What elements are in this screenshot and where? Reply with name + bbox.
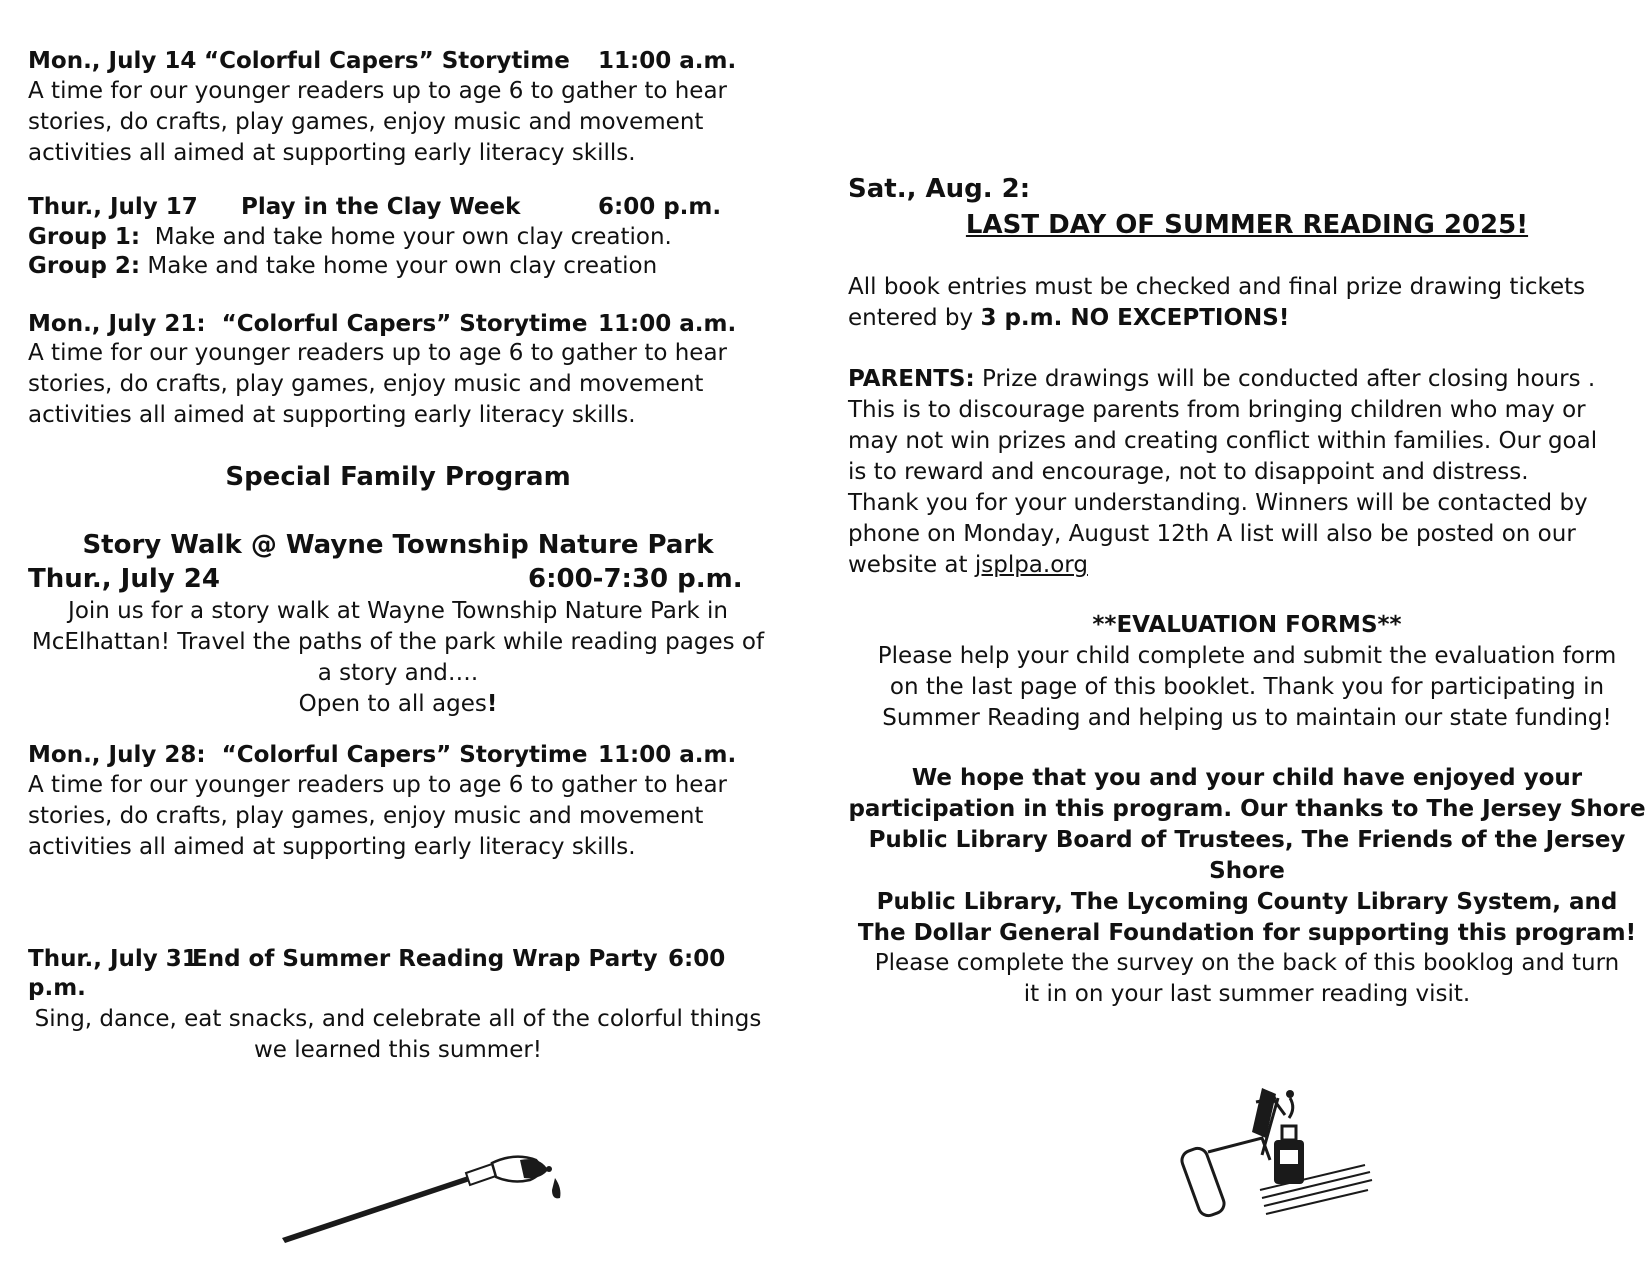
- event-date-title: Mon., July 28: “Colorful Capers” Storytime: [28, 742, 588, 768]
- special-program-heading: Special Family Program: [225, 462, 571, 492]
- survey-text: Please complete the survey on the back of this booklog and turn it in on your last summer reading visit.: [874, 950, 1620, 1007]
- event-description: A time for our younger readers up to age 6 to gather to hear stories, do crafts, play games, enjoy music and movement activities all aimed at supporting early literacy skills.: [28, 78, 727, 166]
- event-description: A time for our younger readers up to age 6 to gather to hear stories, do crafts, play games, enjoy music and movement activities all aimed at supporting early literacy skills.: [28, 772, 727, 860]
- event-description: A time for our younger readers up to age 6 to gather to hear stories, do crafts, play games, enjoy music and movement activities all aimed at supporting early literacy skills.: [28, 340, 727, 428]
- event-title: “Colorful Capers” Storytime: [204, 48, 570, 74]
- event-date: Thur., July 24: [28, 564, 220, 594]
- event-time: 11:00 a.m.: [598, 742, 737, 768]
- event-time: 6:00: [668, 946, 726, 972]
- event-date: Thur., July 31: [28, 946, 198, 972]
- group-1-line: Group 1: Make and take home your own clay creation.: [28, 224, 672, 250]
- event-time: 6:00 p.m.: [598, 194, 722, 220]
- parents-notice: PARENTS: Prize drawings will be conducted after closing hours . This is to discourage parents from bringing children who may or may not win prizes and creating conflict within families. Our goal is to reward and encourage, not to disappoint and distress. Thank you for your understanding. Winners will be contacted by phone on Monday, August 12th A list will also be posted on our website at jsplpa.org: [848, 366, 1598, 578]
- special-program-subheading: Story Walk @ Wayne Township Nature Park: [82, 530, 714, 560]
- website-link[interactable]: jsplpa.org: [974, 552, 1088, 578]
- event-time: 11:00 a.m.: [598, 311, 737, 337]
- event-date: Thur., July 17: [28, 194, 198, 220]
- event-date: Mon., July 14: [28, 48, 197, 74]
- event-description: Join us for a story walk at Wayne Township Nature Park in McElhattan! Travel the paths of the park while reading pages of a story and…. Open to all ages!: [31, 598, 765, 717]
- event-time: 11:00 a.m.: [598, 48, 737, 74]
- evaluation-heading: **EVALUATION FORMS**: [1092, 612, 1402, 638]
- entries-notice: All book entries must be checked and final prize drawing tickets entered by 3 p.m. NO EXCEPTIONS!: [848, 274, 1586, 331]
- group-2-line: Group 2: Make and take home your own clay creation: [28, 253, 658, 279]
- thanks-text: We hope that you and your child have enjoyed your participation in this program. Our thanks to The Jersey Shore Public Library Board of Trustees, The Friends of the Jersey Shore Public Library, The Lycoming County Library System, and The Dollar General Foundation for supporting this program!: [848, 765, 1646, 946]
- event-date-title: Mon., July 21: “Colorful Capers” Storytime: [28, 311, 588, 337]
- event-title: End of Summer Reading Wrap Party: [192, 946, 658, 972]
- evaluation-text: Please help your child complete and submit the evaluation form on the last page of this booklet. Thank you for participating in Summer Reading and helping us to maintain our state funding!: [877, 643, 1617, 731]
- event-time-continued: p.m.: [28, 975, 86, 1001]
- event-time: 6:00-7:30 p.m.: [528, 564, 743, 594]
- event-title: Play in the Clay Week: [241, 194, 521, 220]
- last-day-headline: LAST DAY OF SUMMER READING 2025!: [965, 210, 1529, 240]
- event-description: Sing, dance, eat snacks, and celebrate all of the colorful things we learned this summer!: [34, 1006, 762, 1063]
- closing-date: Sat., Aug. 2:: [848, 174, 1031, 204]
